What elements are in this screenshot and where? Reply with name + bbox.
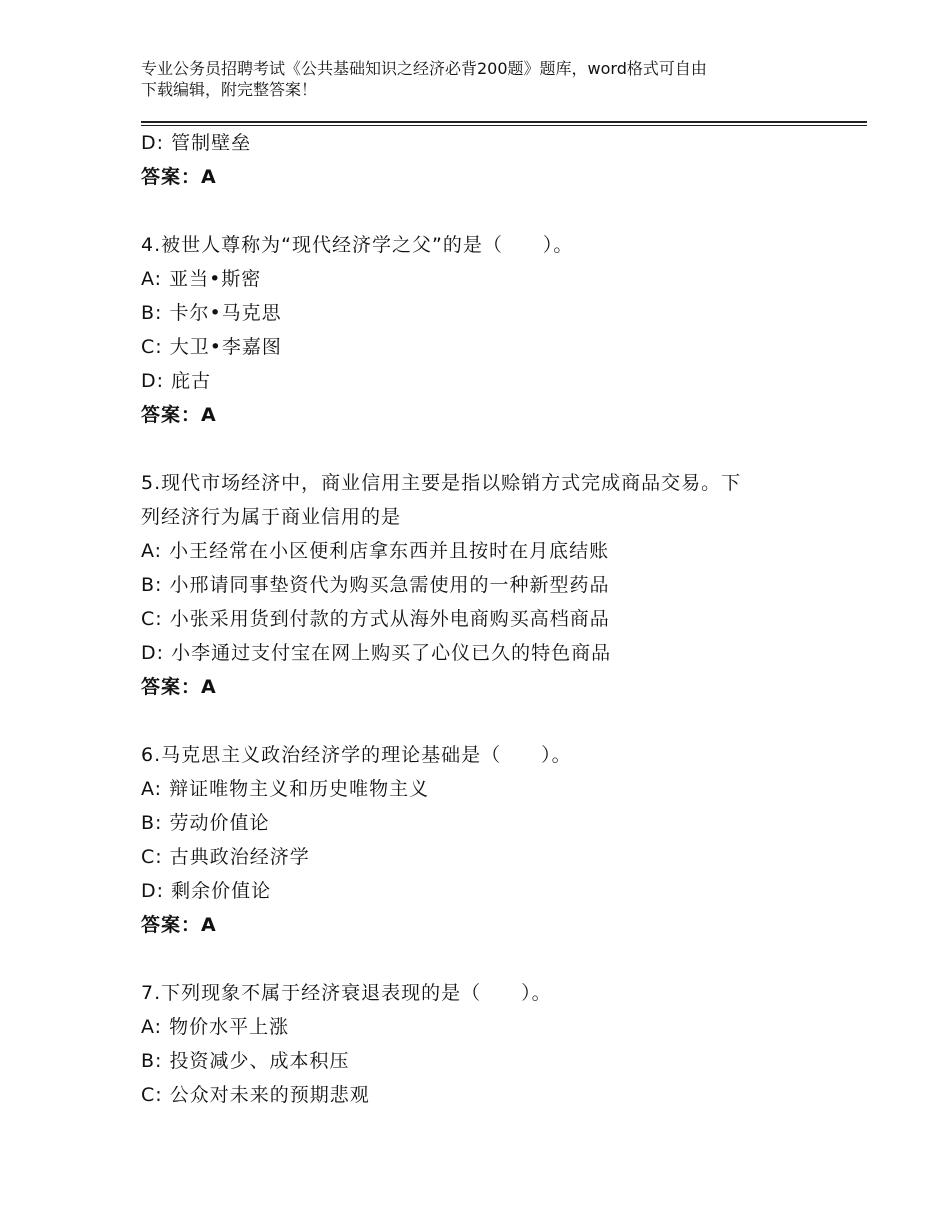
option-a: A: 小王经常在小区便利店拿东西并且按时在月底结账	[141, 540, 610, 562]
question-list	[141, 126, 841, 1112]
question-stem-continued: 列经济行为属于商业信用的是	[141, 506, 402, 528]
option-c: C: 公众对未来的预期悲观	[141, 1084, 370, 1106]
option-d: D: 管制壁垒	[141, 132, 252, 154]
page-header	[141, 58, 841, 100]
option-d: D: 庇古	[141, 370, 212, 392]
option-b: B: 投资减少、成本积压	[141, 1050, 350, 1072]
option-b: B: 小邢请同事垫资代为购买急需使用的一种新型药品	[141, 574, 610, 596]
question-block-5	[141, 466, 841, 704]
answer-line: 答案：A	[141, 914, 217, 936]
header-divider	[141, 121, 867, 123]
spacer	[141, 942, 841, 976]
option-c: C: 古典政治经济学	[141, 846, 310, 868]
question-block-previous	[141, 126, 841, 194]
option-b: B: 卡尔•马克思	[141, 302, 282, 324]
option-a: A: 亚当•斯密	[141, 268, 262, 290]
header-line-1: 专业公务员招聘考试《公共基础知识之经济必背200题》题库，word格式可自由	[141, 59, 707, 78]
question-stem: 6.马克思主义政治经济学的理论基础是（ ）。	[141, 744, 572, 766]
answer-line: 答案：A	[141, 676, 217, 698]
answer-line: 答案：A	[141, 166, 217, 188]
option-a: A: 物价水平上涨	[141, 1016, 290, 1038]
question-stem: 5.现代市场经济中，商业信用主要是指以赊销方式完成商品交易。下	[141, 472, 742, 494]
spacer	[141, 432, 841, 466]
option-d: D: 小李通过支付宝在网上购买了心仪已久的特色商品	[141, 642, 612, 664]
spacer	[141, 704, 841, 738]
question-block-7	[141, 976, 841, 1112]
option-b: B: 劳动价值论	[141, 812, 270, 834]
question-block-6	[141, 738, 841, 942]
question-block-4	[141, 228, 841, 432]
option-a: A: 辩证唯物主义和历史唯物主义	[141, 778, 430, 800]
header-line-2: 下载编辑，附完整答案！	[141, 80, 318, 99]
question-stem: 4.被世人尊称为“现代经济学之父”的是（ ）。	[141, 234, 574, 256]
option-d: D: 剩余价值论	[141, 880, 272, 902]
answer-line: 答案：A	[141, 404, 217, 426]
spacer	[141, 194, 841, 228]
option-c: C: 小张采用货到付款的方式从海外电商购买高档商品	[141, 608, 610, 630]
option-c: C: 大卫•李嘉图	[141, 336, 282, 358]
question-stem: 7.下列现象不属于经济衰退表现的是（ ）。	[141, 982, 552, 1004]
